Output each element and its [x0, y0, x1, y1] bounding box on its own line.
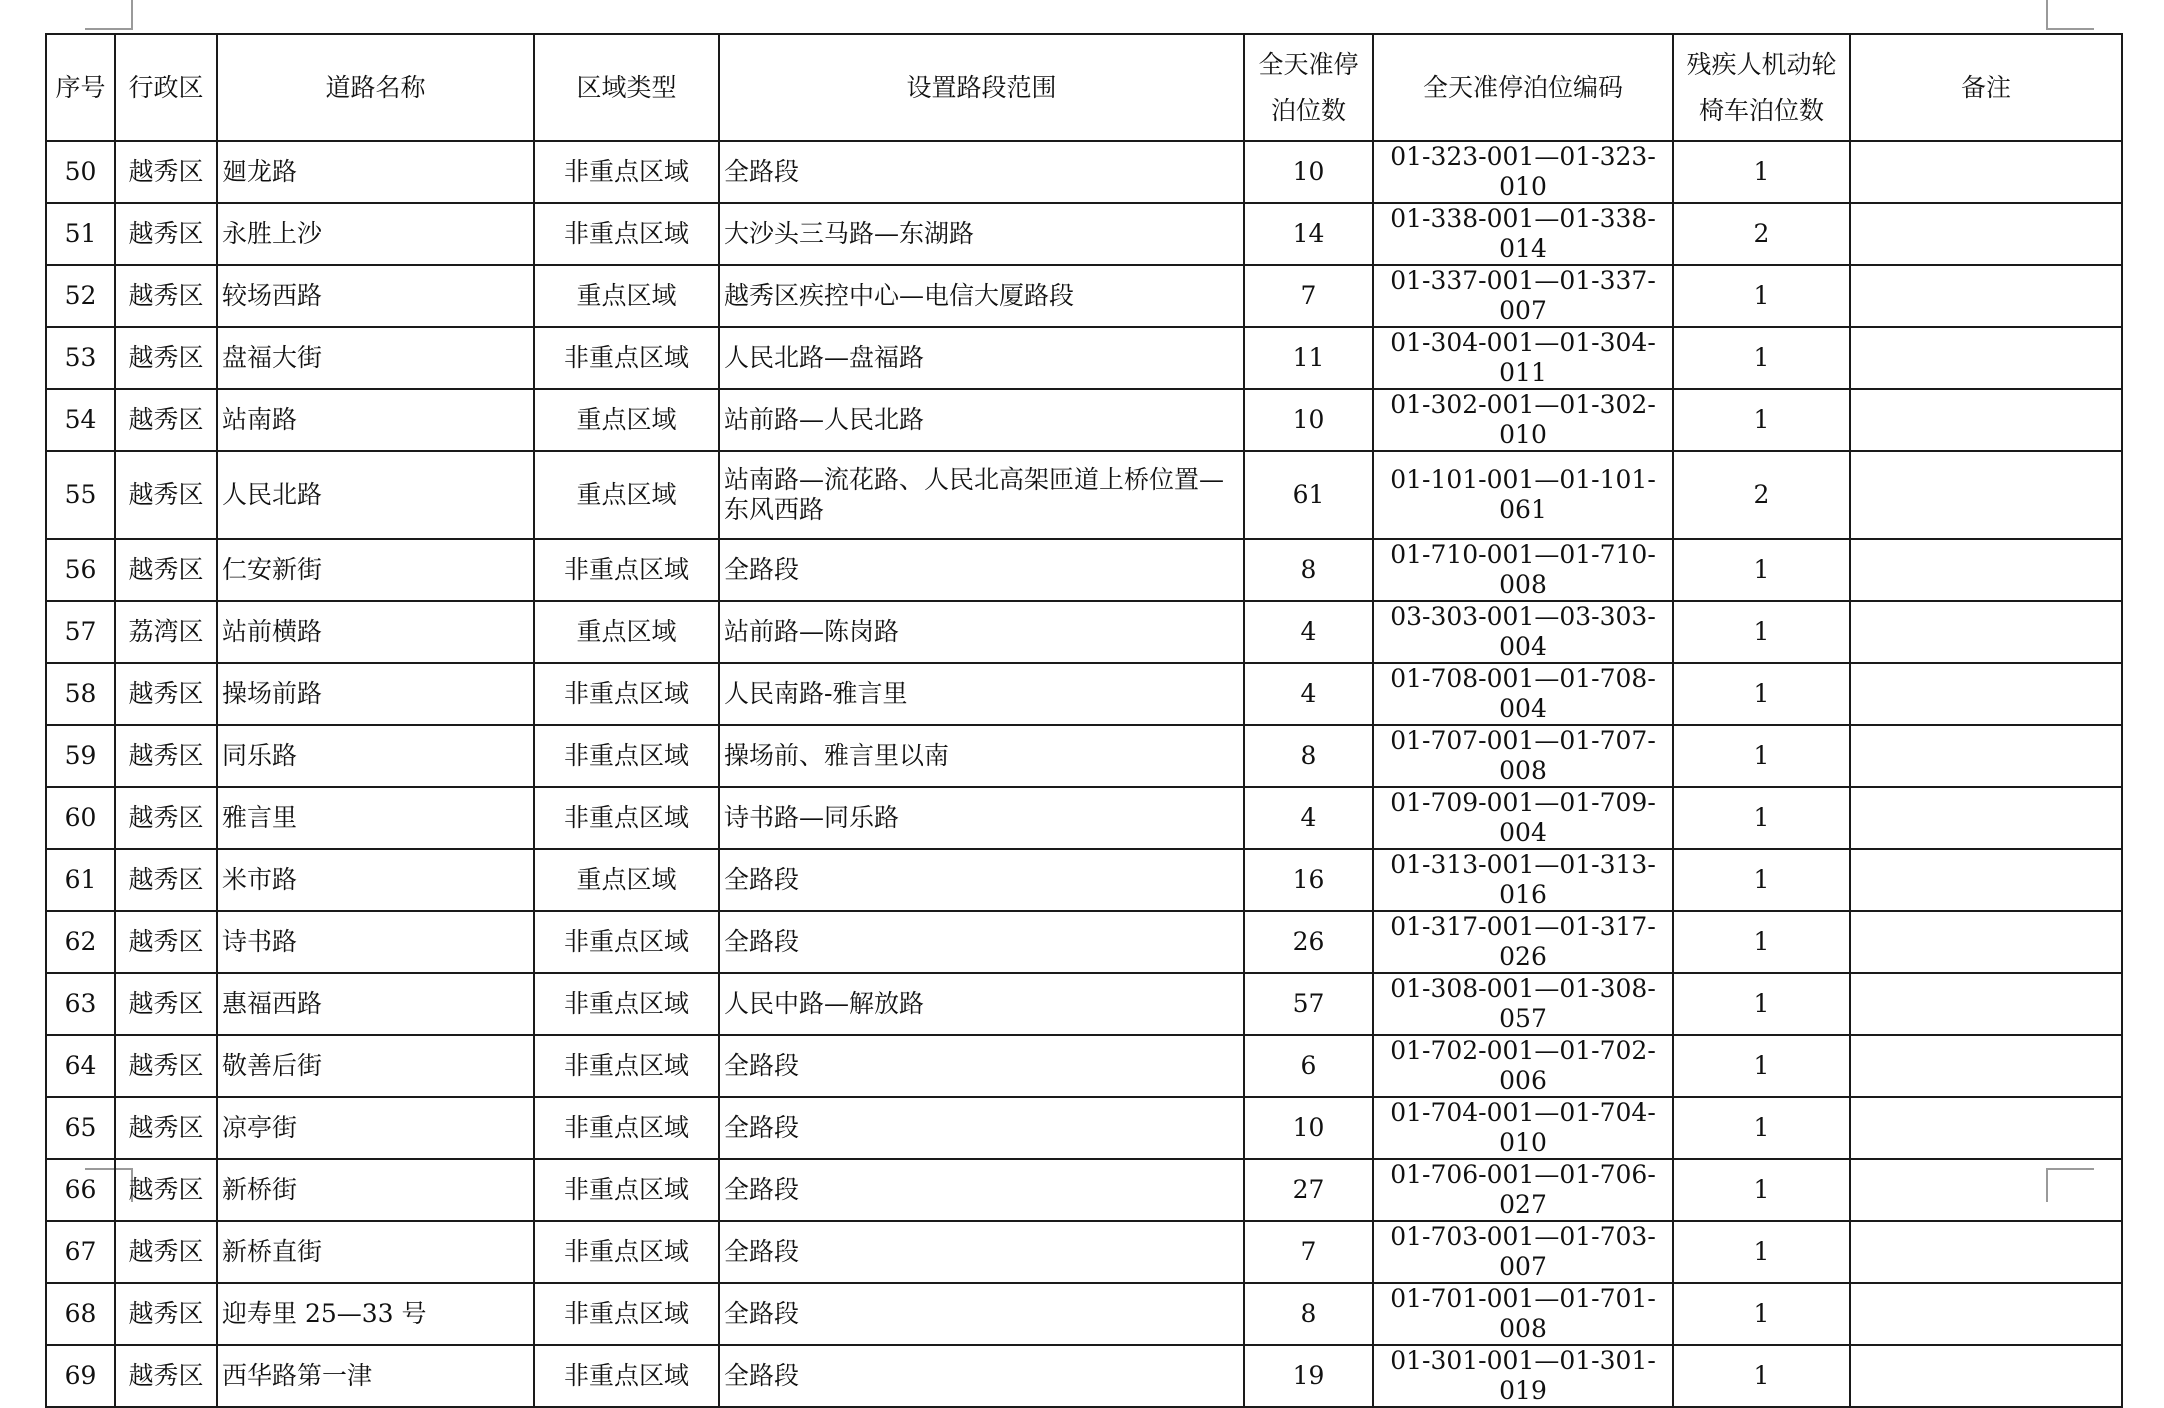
cell-area-type: 非重点区域 [534, 1035, 719, 1097]
cell-area-type: 非重点区域 [534, 787, 719, 849]
cell-remark [1850, 787, 2122, 849]
cell-remark [1850, 663, 2122, 725]
cell-spots: 11 [1244, 327, 1373, 389]
cell-road: 诗书路 [217, 911, 534, 973]
cell-seq: 55 [46, 451, 115, 539]
cell-seq: 59 [46, 725, 115, 787]
cell-code: 01-101-001—01-101-061 [1373, 451, 1673, 539]
cell-code: 03-303-001—03-303-004 [1373, 601, 1673, 663]
cell-disabled: 1 [1673, 787, 1850, 849]
cell-range: 全路段 [719, 1097, 1244, 1159]
cell-disabled: 1 [1673, 663, 1850, 725]
cell-disabled: 1 [1673, 601, 1850, 663]
cell-area-type: 非重点区域 [534, 663, 719, 725]
cell-range: 人民中路—解放路 [719, 973, 1244, 1035]
cell-remark [1850, 601, 2122, 663]
cell-area-type: 非重点区域 [534, 539, 719, 601]
cell-range: 全路段 [719, 539, 1244, 601]
cell-district: 越秀区 [115, 1283, 217, 1345]
cell-road: 迎寿里 25—33 号 [217, 1283, 534, 1345]
cell-road: 凉亭街 [217, 1097, 534, 1159]
cell-area-type: 非重点区域 [534, 1097, 719, 1159]
cell-seq: 58 [46, 663, 115, 725]
cell-remark [1850, 1097, 2122, 1159]
cell-remark [1850, 911, 2122, 973]
cell-code: 01-308-001—01-308-057 [1373, 973, 1673, 1035]
cell-road: 米市路 [217, 849, 534, 911]
header-spots [1244, 34, 1373, 141]
cell-range: 全路段 [719, 911, 1244, 973]
cell-range: 全路段 [719, 1283, 1244, 1345]
table-row [46, 1035, 2122, 1097]
cell-district: 越秀区 [115, 1035, 217, 1097]
cell-seq: 60 [46, 787, 115, 849]
cell-code: 01-703-001—01-703-007 [1373, 1221, 1673, 1283]
cell-remark [1850, 973, 2122, 1035]
cell-range: 站南路—流花路、人民北高架匝道上桥位置—东风西路 [719, 451, 1244, 539]
cell-spots: 10 [1244, 141, 1373, 203]
cell-district: 越秀区 [115, 451, 217, 539]
cell-district: 越秀区 [115, 1097, 217, 1159]
cell-district: 越秀区 [115, 203, 217, 265]
cell-seq: 66 [46, 1159, 115, 1221]
cell-area-type: 非重点区域 [534, 1345, 719, 1407]
table-row [46, 787, 2122, 849]
cell-code: 01-701-001—01-701-008 [1373, 1283, 1673, 1345]
header-remark: 备注 [1850, 34, 2122, 141]
crop-mark-top-left-h [85, 28, 133, 30]
table-row [46, 451, 2122, 539]
cell-code: 01-302-001—01-302-010 [1373, 389, 1673, 451]
cell-code: 01-337-001—01-337-007 [1373, 265, 1673, 327]
cell-disabled: 1 [1673, 389, 1850, 451]
cell-disabled: 2 [1673, 203, 1850, 265]
table-row [46, 663, 2122, 725]
table-row [46, 973, 2122, 1035]
cell-area-type: 非重点区域 [534, 1283, 719, 1345]
cell-remark [1850, 141, 2122, 203]
cell-seq: 63 [46, 973, 115, 1035]
cell-seq: 51 [46, 203, 115, 265]
cell-code: 01-338-001—01-338-014 [1373, 203, 1673, 265]
cell-area-type: 重点区域 [534, 601, 719, 663]
cell-road: 惠福西路 [217, 973, 534, 1035]
table-row [46, 911, 2122, 973]
header-code: 全天准停泊位编码 [1373, 34, 1673, 141]
header-road: 道路名称 [217, 34, 534, 141]
cell-district: 越秀区 [115, 1345, 217, 1407]
cell-remark [1850, 265, 2122, 327]
cell-remark [1850, 1221, 2122, 1283]
cell-spots: 8 [1244, 1283, 1373, 1345]
table-row [46, 1283, 2122, 1345]
cell-spots: 4 [1244, 663, 1373, 725]
crop-mark-top-right-h [2046, 28, 2094, 30]
cell-disabled: 1 [1673, 1221, 1850, 1283]
table-row [46, 203, 2122, 265]
cell-seq: 54 [46, 389, 115, 451]
table-body [46, 141, 2122, 1407]
cell-district: 越秀区 [115, 327, 217, 389]
cell-spots: 10 [1244, 1097, 1373, 1159]
cell-district: 越秀区 [115, 725, 217, 787]
table-row [46, 539, 2122, 601]
cell-range: 全路段 [719, 1221, 1244, 1283]
cell-code: 01-706-001—01-706-027 [1373, 1159, 1673, 1221]
cell-road: 新桥街 [217, 1159, 534, 1221]
cell-area-type: 非重点区域 [534, 911, 719, 973]
cell-road: 人民北路 [217, 451, 534, 539]
cell-seq: 52 [46, 265, 115, 327]
cell-disabled: 1 [1673, 973, 1850, 1035]
cell-road: 敬善后街 [217, 1035, 534, 1097]
header-row [46, 34, 2122, 141]
cell-remark [1850, 1345, 2122, 1407]
cell-seq: 57 [46, 601, 115, 663]
cell-area-type: 非重点区域 [534, 1159, 719, 1221]
cell-range: 全路段 [719, 1159, 1244, 1221]
cell-seq: 69 [46, 1345, 115, 1407]
cell-remark [1850, 1035, 2122, 1097]
cell-district: 越秀区 [115, 787, 217, 849]
cell-seq: 67 [46, 1221, 115, 1283]
cell-road: 站南路 [217, 389, 534, 451]
cell-spots: 26 [1244, 911, 1373, 973]
cell-district: 越秀区 [115, 849, 217, 911]
cell-road: 操场前路 [217, 663, 534, 725]
cell-disabled: 1 [1673, 265, 1850, 327]
cell-road: 盘福大街 [217, 327, 534, 389]
cell-area-type: 重点区域 [534, 451, 719, 539]
cell-disabled: 1 [1673, 1159, 1850, 1221]
header-disabled-line1: 残疾人机动轮 [1686, 49, 1837, 79]
cell-district: 越秀区 [115, 911, 217, 973]
cell-area-type: 重点区域 [534, 389, 719, 451]
cell-area-type: 非重点区域 [534, 327, 719, 389]
cell-area-type: 非重点区域 [534, 203, 719, 265]
cell-district: 越秀区 [115, 973, 217, 1035]
cell-spots: 7 [1244, 265, 1373, 327]
cell-range: 全路段 [719, 141, 1244, 203]
cell-range: 大沙头三马路—东湖路 [719, 203, 1244, 265]
table-header [46, 34, 2122, 141]
cell-seq: 65 [46, 1097, 115, 1159]
cell-disabled: 1 [1673, 539, 1850, 601]
cell-range: 诗书路—同乐路 [719, 787, 1244, 849]
cell-road: 新桥直街 [217, 1221, 534, 1283]
header-disabled-line2: 椅车泊位数 [1698, 95, 1824, 125]
cell-spots: 4 [1244, 787, 1373, 849]
cell-disabled: 1 [1673, 1097, 1850, 1159]
cell-range: 全路段 [719, 849, 1244, 911]
cell-code: 01-709-001—01-709-004 [1373, 787, 1673, 849]
cell-range: 站前路—人民北路 [719, 389, 1244, 451]
cell-spots: 14 [1244, 203, 1373, 265]
cell-range: 全路段 [719, 1345, 1244, 1407]
cell-code: 01-702-001—01-702-006 [1373, 1035, 1673, 1097]
table-row [46, 389, 2122, 451]
cell-remark [1850, 1283, 2122, 1345]
cell-road: 站前横路 [217, 601, 534, 663]
header-district: 行政区 [115, 34, 217, 141]
cell-seq: 68 [46, 1283, 115, 1345]
cell-range: 人民南路-雅言里 [719, 663, 1244, 725]
cell-remark [1850, 389, 2122, 451]
cell-district: 越秀区 [115, 539, 217, 601]
cell-area-type: 非重点区域 [534, 1221, 719, 1283]
cell-district: 荔湾区 [115, 601, 217, 663]
cell-range: 全路段 [719, 1035, 1244, 1097]
cell-spots: 19 [1244, 1345, 1373, 1407]
cell-road: 同乐路 [217, 725, 534, 787]
header-spots-line1: 全天准停 [1258, 49, 1359, 79]
cell-range: 越秀区疾控中心—电信大厦路段 [719, 265, 1244, 327]
cell-road: 西华路第一津 [217, 1345, 534, 1407]
cell-disabled: 1 [1673, 327, 1850, 389]
cell-road: 廻龙路 [217, 141, 534, 203]
table-row [46, 1159, 2122, 1221]
cell-remark [1850, 1159, 2122, 1221]
cell-disabled: 1 [1673, 725, 1850, 787]
cell-road: 仁安新街 [217, 539, 534, 601]
cell-code: 01-710-001—01-710-008 [1373, 539, 1673, 601]
cell-district: 越秀区 [115, 389, 217, 451]
cell-district: 越秀区 [115, 663, 217, 725]
cell-district: 越秀区 [115, 265, 217, 327]
header-range: 设置路段范围 [719, 34, 1244, 141]
cell-spots: 7 [1244, 1221, 1373, 1283]
crop-mark-top-left-v [131, 0, 133, 30]
cell-code: 01-323-001—01-323-010 [1373, 141, 1673, 203]
cell-remark [1850, 203, 2122, 265]
cell-disabled: 2 [1673, 451, 1850, 539]
header-disabled [1673, 34, 1850, 141]
cell-district: 越秀区 [115, 1159, 217, 1221]
cell-spots: 10 [1244, 389, 1373, 451]
cell-range: 操场前、雅言里以南 [719, 725, 1244, 787]
cell-spots: 6 [1244, 1035, 1373, 1097]
table-row [46, 141, 2122, 203]
cell-disabled: 1 [1673, 849, 1850, 911]
cell-seq: 56 [46, 539, 115, 601]
cell-area-type: 重点区域 [534, 265, 719, 327]
cell-code: 01-704-001—01-704-010 [1373, 1097, 1673, 1159]
cell-area-type: 重点区域 [534, 849, 719, 911]
cell-road: 永胜上沙 [217, 203, 534, 265]
cell-code: 01-301-001—01-301-019 [1373, 1345, 1673, 1407]
cell-code: 01-708-001—01-708-004 [1373, 663, 1673, 725]
cell-remark [1850, 539, 2122, 601]
cell-spots: 57 [1244, 973, 1373, 1035]
table-row [46, 1345, 2122, 1407]
cell-code: 01-707-001—01-707-008 [1373, 725, 1673, 787]
cell-area-type: 非重点区域 [534, 725, 719, 787]
cell-seq: 50 [46, 141, 115, 203]
cell-area-type: 非重点区域 [534, 973, 719, 1035]
cell-road: 较场西路 [217, 265, 534, 327]
cell-spots: 16 [1244, 849, 1373, 911]
table-row [46, 1221, 2122, 1283]
cell-code: 01-313-001—01-313-016 [1373, 849, 1673, 911]
table-row [46, 1097, 2122, 1159]
cell-spots: 61 [1244, 451, 1373, 539]
cell-remark [1850, 327, 2122, 389]
table-row [46, 601, 2122, 663]
cell-disabled: 1 [1673, 1035, 1850, 1097]
table-row [46, 327, 2122, 389]
cell-district: 越秀区 [115, 141, 217, 203]
cell-disabled: 1 [1673, 1283, 1850, 1345]
cell-range: 站前路—陈岗路 [719, 601, 1244, 663]
cell-area-type: 非重点区域 [534, 141, 719, 203]
cell-spots: 8 [1244, 539, 1373, 601]
cell-disabled: 1 [1673, 911, 1850, 973]
cell-disabled: 1 [1673, 141, 1850, 203]
header-area-type: 区域类型 [534, 34, 719, 141]
cell-range: 人民北路—盘福路 [719, 327, 1244, 389]
cell-seq: 62 [46, 911, 115, 973]
header-seq: 序号 [46, 34, 115, 141]
cell-seq: 61 [46, 849, 115, 911]
table-row [46, 265, 2122, 327]
cell-seq: 64 [46, 1035, 115, 1097]
cell-code: 01-317-001—01-317-026 [1373, 911, 1673, 973]
cell-spots: 4 [1244, 601, 1373, 663]
cell-road: 雅言里 [217, 787, 534, 849]
table-row [46, 725, 2122, 787]
cell-spots: 8 [1244, 725, 1373, 787]
cell-remark [1850, 725, 2122, 787]
cell-disabled: 1 [1673, 1345, 1850, 1407]
header-spots-line2: 泊位数 [1270, 95, 1346, 125]
cell-remark [1850, 451, 2122, 539]
table-row [46, 849, 2122, 911]
cell-district: 越秀区 [115, 1221, 217, 1283]
cell-spots: 27 [1244, 1159, 1373, 1221]
cell-remark [1850, 849, 2122, 911]
cell-seq: 53 [46, 327, 115, 389]
crop-mark-top-right-v [2046, 0, 2048, 30]
cell-code: 01-304-001—01-304-011 [1373, 327, 1673, 389]
